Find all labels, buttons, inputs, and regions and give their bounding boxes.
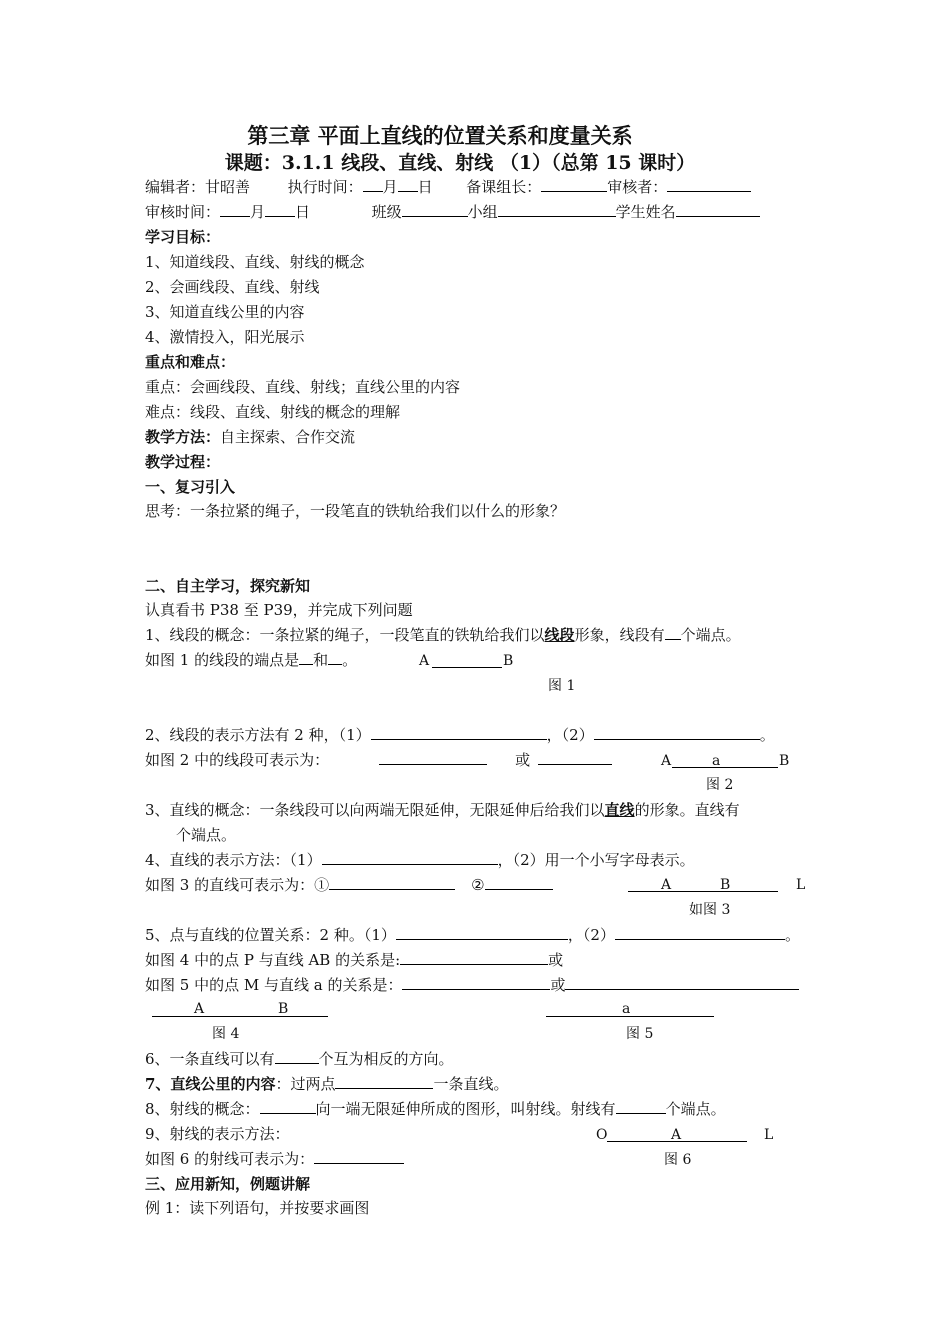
key-points-heading: 重点和难点：: [145, 353, 236, 371]
think-question: 思考：一条拉紧的绳子，一段笔直的铁轨给我们以什么的形象？: [145, 502, 566, 520]
fig1-point-a: A: [419, 653, 430, 669]
question-1: 1、线段的概念：一条拉紧的绳子，一段笔直的铁轨给我们以线段形象，线段有 个端点。: [145, 626, 741, 644]
page-title: 第三章 平面上直线的位置关系和度量关系: [247, 123, 633, 148]
process-heading: 教学过程：: [145, 453, 221, 471]
blank[interactable]: [260, 1099, 316, 1114]
fig4-caption: 图 4: [212, 1026, 240, 1042]
blank[interactable]: [400, 950, 548, 965]
lesson-subtitle: 课题：3.1.1 线段、直线、射线 （1）（总第 15 课时）: [224, 152, 696, 174]
blank[interactable]: [265, 202, 295, 217]
fig4-point-b: B: [278, 1001, 289, 1017]
blank[interactable]: [667, 177, 751, 192]
fig1-segment: [432, 667, 502, 668]
teaching-method: 教学方法：自主探索、合作交流: [145, 428, 356, 446]
group-leader-label: 备课组长：: [466, 178, 542, 196]
objective-item: 2、会画线段、直线、射线: [145, 278, 320, 296]
blank[interactable]: [398, 177, 418, 192]
meta-row-1: 编辑者：甘昭善 执行时间： 月 日 备课组长： 审核者：: [145, 177, 751, 197]
fig6-label-l: L: [764, 1127, 774, 1143]
fig4-point-a: A: [194, 1001, 205, 1017]
fig6-point-a: A: [671, 1127, 682, 1143]
fig2-label-a: a: [712, 753, 721, 769]
blank[interactable]: [329, 875, 455, 890]
fig4-line: [152, 1016, 328, 1017]
fig3-caption: 如图 3: [689, 902, 731, 918]
fig2-point-b: B: [779, 753, 790, 769]
fig6-point-o: O: [596, 1127, 608, 1143]
objectives-heading: 学习目标：: [145, 228, 221, 246]
blank[interactable]: [485, 875, 553, 890]
blank[interactable]: [371, 725, 547, 740]
question-3: 3、直线的概念：一条线段可以向两端无限延伸，无限延伸后给我们以直线的形象。直线有: [145, 801, 740, 819]
fig1-caption: 图 1: [548, 678, 576, 694]
fig2-segment: [672, 767, 778, 768]
question-8: 8、射线的概念： 向一端无限延伸所成的图形，叫射线。射线有 个端点。: [145, 1100, 726, 1118]
question-3-line2: 个端点。: [176, 826, 237, 844]
question-5-line3: 如图 5 中的点 M 与直线 a 的关系是： 或: [145, 975, 799, 995]
question-2-line2: 如图 2 中的线段可表示为： 或: [145, 750, 612, 770]
blank[interactable]: [402, 202, 468, 217]
review-time-label: 审核时间：: [145, 203, 221, 221]
question-2: 2、线段的表示方法有 2 种，（1） ，（2） 。: [145, 726, 775, 744]
section2-intro: 认真看书 P38 至 P39，并完成下列问题: [145, 601, 413, 619]
objective-item: 1、知道线段、直线、射线的概念: [145, 253, 365, 271]
blank[interactable]: [615, 925, 785, 940]
reviewer-label: 审核者：: [607, 178, 668, 196]
section3-heading: 三、应用新知，例题讲解: [145, 1175, 311, 1193]
meta-row-2: 审核时间： 月 日 班级 小组 学生姓名: [145, 202, 760, 222]
fig3-point-b: B: [720, 877, 731, 893]
fig6-caption: 图 6: [664, 1152, 692, 1168]
objective-item: 4、激情投入，阳光展示: [145, 328, 305, 346]
question-9: 9、射线的表示方法：: [145, 1125, 290, 1143]
editor: 编辑者：甘昭善: [145, 178, 251, 196]
student-label: 学生姓名: [615, 203, 676, 221]
question-5-line2: 如图 4 中的点 P 与直线 AB 的关系是: 或: [145, 951, 564, 969]
fig3-label-l: L: [796, 877, 806, 893]
objective-item: 3、知道直线公里的内容: [145, 303, 305, 321]
blank[interactable]: [676, 202, 760, 217]
question-5: 5、点与直线的位置关系：2 种。（1） ，（2） 。: [145, 926, 800, 944]
section2-heading: 二、自主学习，探究新知: [145, 577, 311, 595]
fig3-point-a: A: [661, 877, 672, 893]
blank[interactable]: [322, 850, 498, 865]
example-1: 例 1：读下列语句，并按要求画图: [145, 1199, 370, 1217]
fig2-point-a: A: [661, 753, 672, 769]
fig2-caption: 图 2: [706, 777, 734, 793]
section1-heading: 一、复习引入: [145, 478, 236, 496]
blank[interactable]: [363, 177, 383, 192]
blank[interactable]: [335, 1074, 433, 1089]
blank[interactable]: [379, 750, 487, 765]
blank[interactable]: [299, 650, 313, 665]
blank[interactable]: [275, 1049, 319, 1064]
blank[interactable]: [616, 1099, 666, 1114]
question-4: 4、直线的表示方法：（1） ，（2）用一个小写字母表示。: [145, 851, 695, 869]
question-1-line2: 如图 1 的线段的端点是 和 。: [145, 651, 358, 669]
exec-time-label: 执行时间：: [287, 178, 363, 196]
blank[interactable]: [402, 975, 550, 990]
blank[interactable]: [565, 975, 799, 990]
blank[interactable]: [328, 650, 342, 665]
question-9-line2: 如图 6 的射线可表示为：: [145, 1149, 404, 1169]
blank[interactable]: [498, 202, 616, 217]
blank[interactable]: [314, 1149, 404, 1164]
blank[interactable]: [538, 750, 612, 765]
class-label: 班级: [371, 203, 402, 221]
key-point: 重点：会画线段、直线、射线；直线公里的内容: [145, 378, 461, 396]
question-7: 7、直线公里的内容：过两点 一条直线。: [145, 1075, 509, 1093]
fig1-point-b: B: [503, 653, 514, 669]
question-4-line2: 如图 3 的直线可表示为：① ②: [145, 875, 553, 895]
fig5-caption: 图 5: [626, 1026, 654, 1042]
blank[interactable]: [665, 625, 681, 640]
blank[interactable]: [396, 925, 568, 940]
blank[interactable]: [541, 177, 607, 192]
question-6: 6、一条直线可以有 个互为相反的方向。: [145, 1050, 454, 1068]
difficult-point: 难点：线段、直线、射线的概念的理解: [145, 403, 401, 421]
fig3-line: [628, 891, 778, 892]
group-label: 小组: [467, 203, 498, 221]
fig5-label-a: a: [622, 1001, 631, 1017]
blank[interactable]: [594, 725, 760, 740]
blank[interactable]: [220, 202, 250, 217]
